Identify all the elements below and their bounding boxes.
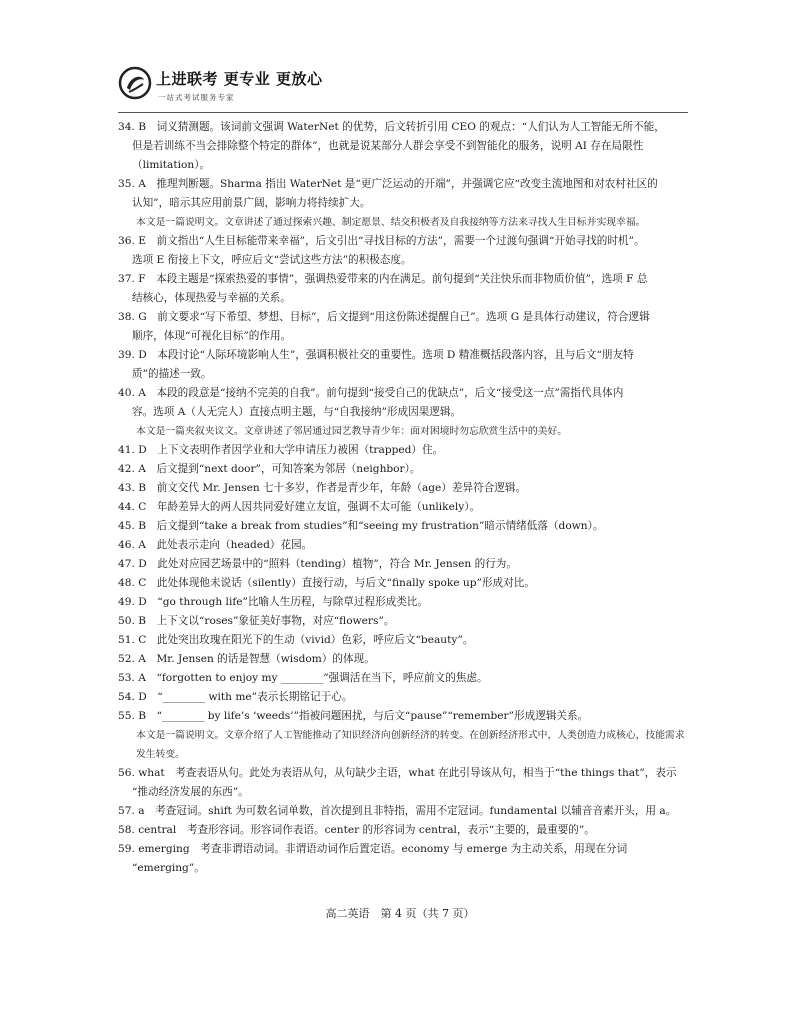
- answer-item: [118, 498, 688, 517]
- answer-continuation: “推动经济发展的东西”。: [132, 786, 249, 798]
- passage-summary: 本文是一篇夹叙夹议文。文章讲述了邻居通过园艺教导青少年：面对困境时勿忘欣赏生活中的美好。: [136, 426, 568, 437]
- header-divider: [118, 112, 688, 113]
- answer-continuation: 认知”，暗示其应用前景广阔，影响力将持续扩大。: [132, 197, 371, 209]
- answer-item: [118, 308, 688, 346]
- answer-line: 38. G 前文要求“写下希望、梦想、目标”，后文提到“用这份陈述提醒自己”。选项 G 是具体行动建议，符合逻辑: [118, 311, 650, 323]
- answer-item: [118, 555, 688, 574]
- page-footer: 高二英语 第 4 页（共 7 页）: [325, 907, 475, 920]
- answer-line: 34. B 词义猜测题。该词前文强调 WaterNet 的优势，后文转折引用 CEO 的观点：“人们认为人工智能无所不能，: [118, 121, 665, 133]
- answer-item: [118, 118, 688, 175]
- brand-name: 上进联考 更专业 更放心: [156, 70, 323, 88]
- answer-item: [118, 707, 688, 726]
- answer-item: [118, 460, 688, 479]
- answer-item: [118, 688, 688, 707]
- answer-line: 35. A 推理判断题。Sharma 指出 WaterNet 是“更广泛运动的开端”，并强调它应“改变主流地图和对农村社区的: [118, 178, 658, 190]
- header-logo: [118, 62, 323, 110]
- answer-line: 42. A 后文提到“next door”，可知答案为邻居（neighbor）。: [118, 463, 421, 475]
- passage-summary: 本文是一篇说明文。文章讲述了通过探索兴趣、制定愿景、结交积极者及自我接纳等方法来寻找人生目标并实现幸福。: [136, 217, 646, 228]
- answer-continuation: 容。选项 A（人无完人）直接点明主题，与“自我接纳”形成因果逻辑。: [132, 406, 462, 418]
- answer-item: [118, 764, 688, 802]
- answer-item: [118, 479, 688, 498]
- answer-item: [118, 821, 688, 840]
- answer-explanations: [118, 118, 688, 878]
- answer-line: 55. B “________ by life’s ‘weeds’”指被问题困扰，与后文“pause”“remember”形成逻辑关系。: [118, 710, 589, 722]
- answer-item: [118, 270, 688, 308]
- answer-item: [118, 631, 688, 650]
- answer-item: [118, 441, 688, 460]
- answer-line: 47. D 此处对应园艺场景中的“照料（tending）植物”，符合 Mr. Jensen 的行为。: [118, 558, 517, 570]
- answer-line: 51. C 此处突出玫瑰在阳光下的生动（vivid）色彩，呼应后文“beauty”。: [118, 634, 474, 646]
- answer-item: [118, 669, 688, 688]
- answer-line: 41. D 上下文表明作者因学业和大学申请压力被困（trapped）住。: [118, 444, 444, 456]
- answer-line: 59. emerging 考查非谓语动词。非谓语动词作后置定语。economy 与 emerge 为主动关系，用现在分词: [118, 843, 628, 855]
- answer-line: 39. D 本段讨论“人际环境影响人生”，强调积极社交的重要性。选项 D 精准概括段落内容，且与后文“朋友特: [118, 349, 634, 361]
- answer-item: [118, 232, 688, 270]
- answer-line: 44. C 年龄差异大的两人因共同爱好建立友谊，强调不太可能（unlikely）。: [118, 501, 481, 513]
- answer-line: 48. C 此处体现他未说话（silently）直接行动，与后文“finally spoke up”形成对比。: [118, 577, 535, 589]
- answer-item: [118, 612, 688, 631]
- answer-continuation: 选项 E 衔接上下文，呼应后文“尝试这些方法”的积极态度。: [132, 254, 412, 266]
- answer-item: [118, 574, 688, 593]
- brand-tagline: 一站式考试服务专家: [158, 93, 235, 102]
- answer-item: [118, 802, 688, 821]
- answer-item: [118, 650, 688, 669]
- answer-line: 37. F 本段主题是“探索热爱的事情”，强调热爱带来的内在满足。前句提到“关注快乐而非物质价值”，选项 F 总: [118, 273, 648, 285]
- answer-continuation: 结核心，体现热爱与幸福的关系。: [132, 292, 291, 304]
- answer-item: [118, 384, 688, 422]
- answer-continuation: “emerging”。: [132, 862, 205, 874]
- answer-item: [118, 840, 688, 878]
- answer-line: 52. A Mr. Jensen 的话是智慧（wisdom）的体现。: [118, 653, 375, 665]
- answer-line: 46. A 此处表示走向（headed）花园。: [118, 539, 313, 551]
- answer-continuation: 顺序，体现“可视化目标”的作用。: [132, 330, 292, 342]
- answer-item: [118, 517, 688, 536]
- answer-continuation: 但是若训练不当会排除整个特定的群体”，也就是说某部分人群会享受不到智能化的服务，说明 AI 存在局限性（limitation）。: [132, 140, 644, 171]
- answer-item: [118, 346, 688, 384]
- answer-line: 45. B 后文提到“take a break from studies”和“seeing my frustration”暗示情绪低落（down）。: [118, 520, 604, 532]
- answer-line: 53. A “forgotten to enjoy my ________”强调活在当下，呼应前文的焦虑。: [118, 672, 488, 684]
- passage-summary: 本文是一篇说明文。文章介绍了人工智能推动了知识经济向创新经济的转变。在创新经济形式中，人类创造力成核心，技能需求发生转变。: [136, 730, 685, 760]
- logo-swirl-icon: [118, 66, 152, 100]
- answer-line: 56. what 考查表语从句。此处为表语从句，从句缺少主语，what 在此引导该从句，相当于“the things that”，表示: [118, 767, 677, 779]
- answer-item: [118, 175, 688, 213]
- answer-line: 54. D “________ with me”表示长期铭记于心。: [118, 691, 353, 703]
- answer-line: 40. A 本段的段意是“接纳不完美的自我”。前句提到“接受自己的优缺点”，后文“接受这一点”需指代具体内: [118, 387, 624, 399]
- answer-line: 36. E 前文指出“人生目标能带来幸福”，后文引出“寻找目标的方法”，需要一个过渡句强调“开始寻找的时机”。: [118, 235, 645, 247]
- answer-line: 43. B 前文交代 Mr. Jensen 七十多岁，作者是青少年，年龄（age）差异符合逻辑。: [118, 482, 527, 494]
- answer-line: 49. D “go through life”比喻人生历程，与除草过程形成类比。: [118, 596, 429, 608]
- answer-item: [118, 536, 688, 555]
- answer-line: 50. B 上下文以“roses”象征美好事物，对应“flowers”。: [118, 615, 395, 627]
- answer-line: 57. a 考查冠词。shift 为可数名词单数，首次提到且非特指，需用不定冠词。fundamental 以辅音音素开头，用 a。: [118, 805, 677, 817]
- answer-item: [118, 593, 688, 612]
- answer-line: 58. central 考查形容词。形容词作表语。center 的形容词为 central，表示“主要的，最重要的”。: [118, 824, 595, 836]
- answer-continuation: 质”的描述一致。: [132, 368, 212, 380]
